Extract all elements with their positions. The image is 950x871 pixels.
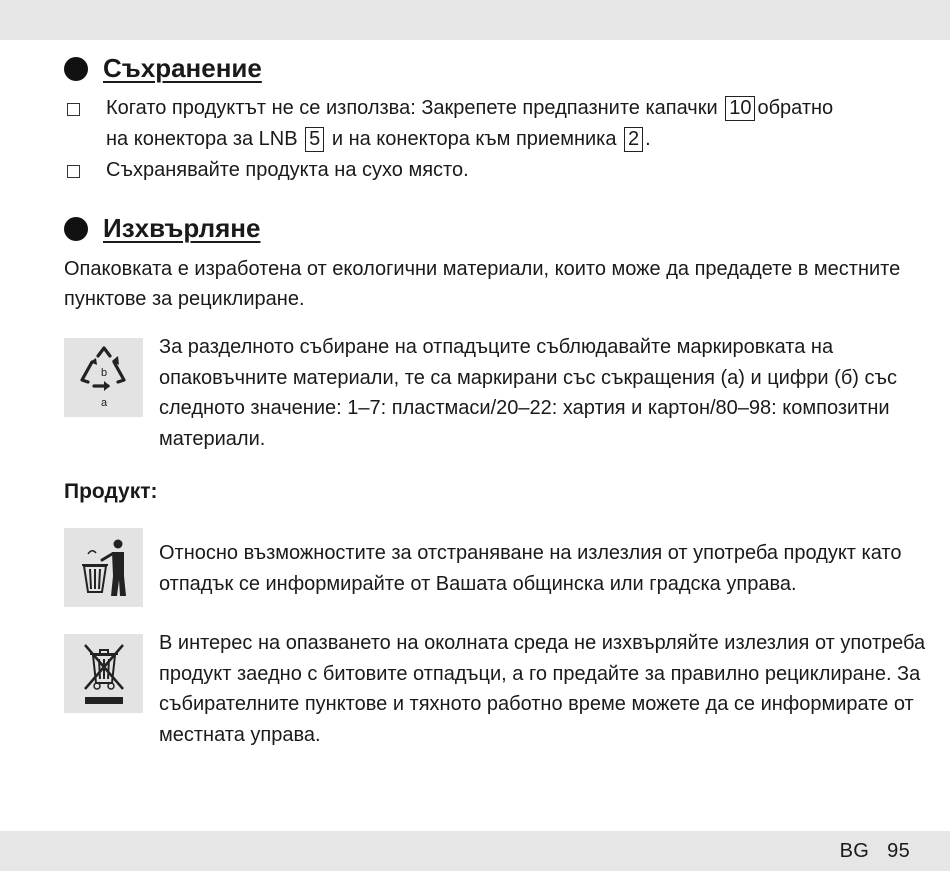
storage-item-text: [106, 93, 833, 155]
disposal-intro: Опаковката е изработена от екологични материали, които може да предадете в местните пунктове за рециклиране.: [64, 258, 901, 310]
recycling-info-text: За разделното събиране на отпадъците съблюдавайте маркировката на опаковъчните материали, те са маркирани със съкращения (а) и цифри (б) със следното значение: 1–7: пластмаси/20–22: хартия и картон/80–98: композитни материали.: [159, 336, 897, 450]
storage-title: Съхранение: [103, 53, 262, 83]
text-part: Когато продуктът не се използва: Закрепете предпазните капачки: [106, 97, 718, 119]
disposal-title: Изхвърляне: [103, 213, 261, 243]
checkbox-bullet: [67, 103, 80, 116]
page-footer: [840, 840, 910, 863]
svg-text:a: a: [100, 396, 107, 409]
text-part: и на конектора към приемника: [331, 128, 617, 150]
product-heading: Продукт:: [64, 480, 158, 503]
storage-item-text: Съхранявайте продукта на сухо място.: [106, 159, 469, 181]
storage-item-caps: [64, 93, 833, 155]
top-band: [0, 0, 950, 40]
trash-info-text: Относно възможностите за отстраняване на излезлия от употреба продукт като отпадък се информирайте от Вашата общинска или градска управа.: [159, 542, 902, 595]
language-code: BG: [839, 840, 870, 862]
text-part: обратно: [757, 97, 834, 119]
checkbox-bullet: [67, 165, 80, 178]
text-part: на конектора за LNB: [106, 128, 298, 150]
heading-bullet: [64, 217, 88, 241]
ref-number: 5: [305, 127, 324, 152]
ref-number: 10: [725, 96, 755, 121]
bottom-band: [0, 831, 950, 871]
recycling-symbol-icon: [64, 338, 143, 417]
disposal-heading: [64, 213, 260, 244]
heading-bullet: [64, 57, 88, 81]
ref-number: 2: [624, 127, 643, 152]
text-part: .: [645, 128, 651, 150]
svg-text:b: b: [100, 366, 107, 379]
page-number: 95: [887, 840, 910, 862]
storage-item-dry: [64, 155, 469, 186]
crossed-out-bin-icon: [64, 634, 143, 713]
weee-info-text: В интерес на опазването на околната среда не изхвърляйте излезлия от употреба продукт заедно с битовите отпадъци, а го предайте за правилно рециклиране. За събирателните пунктове и тяхното работно време можете да се информирате от местната управа.: [159, 632, 926, 746]
person-trash-bin-icon: [64, 528, 143, 607]
storage-heading: [64, 53, 262, 84]
